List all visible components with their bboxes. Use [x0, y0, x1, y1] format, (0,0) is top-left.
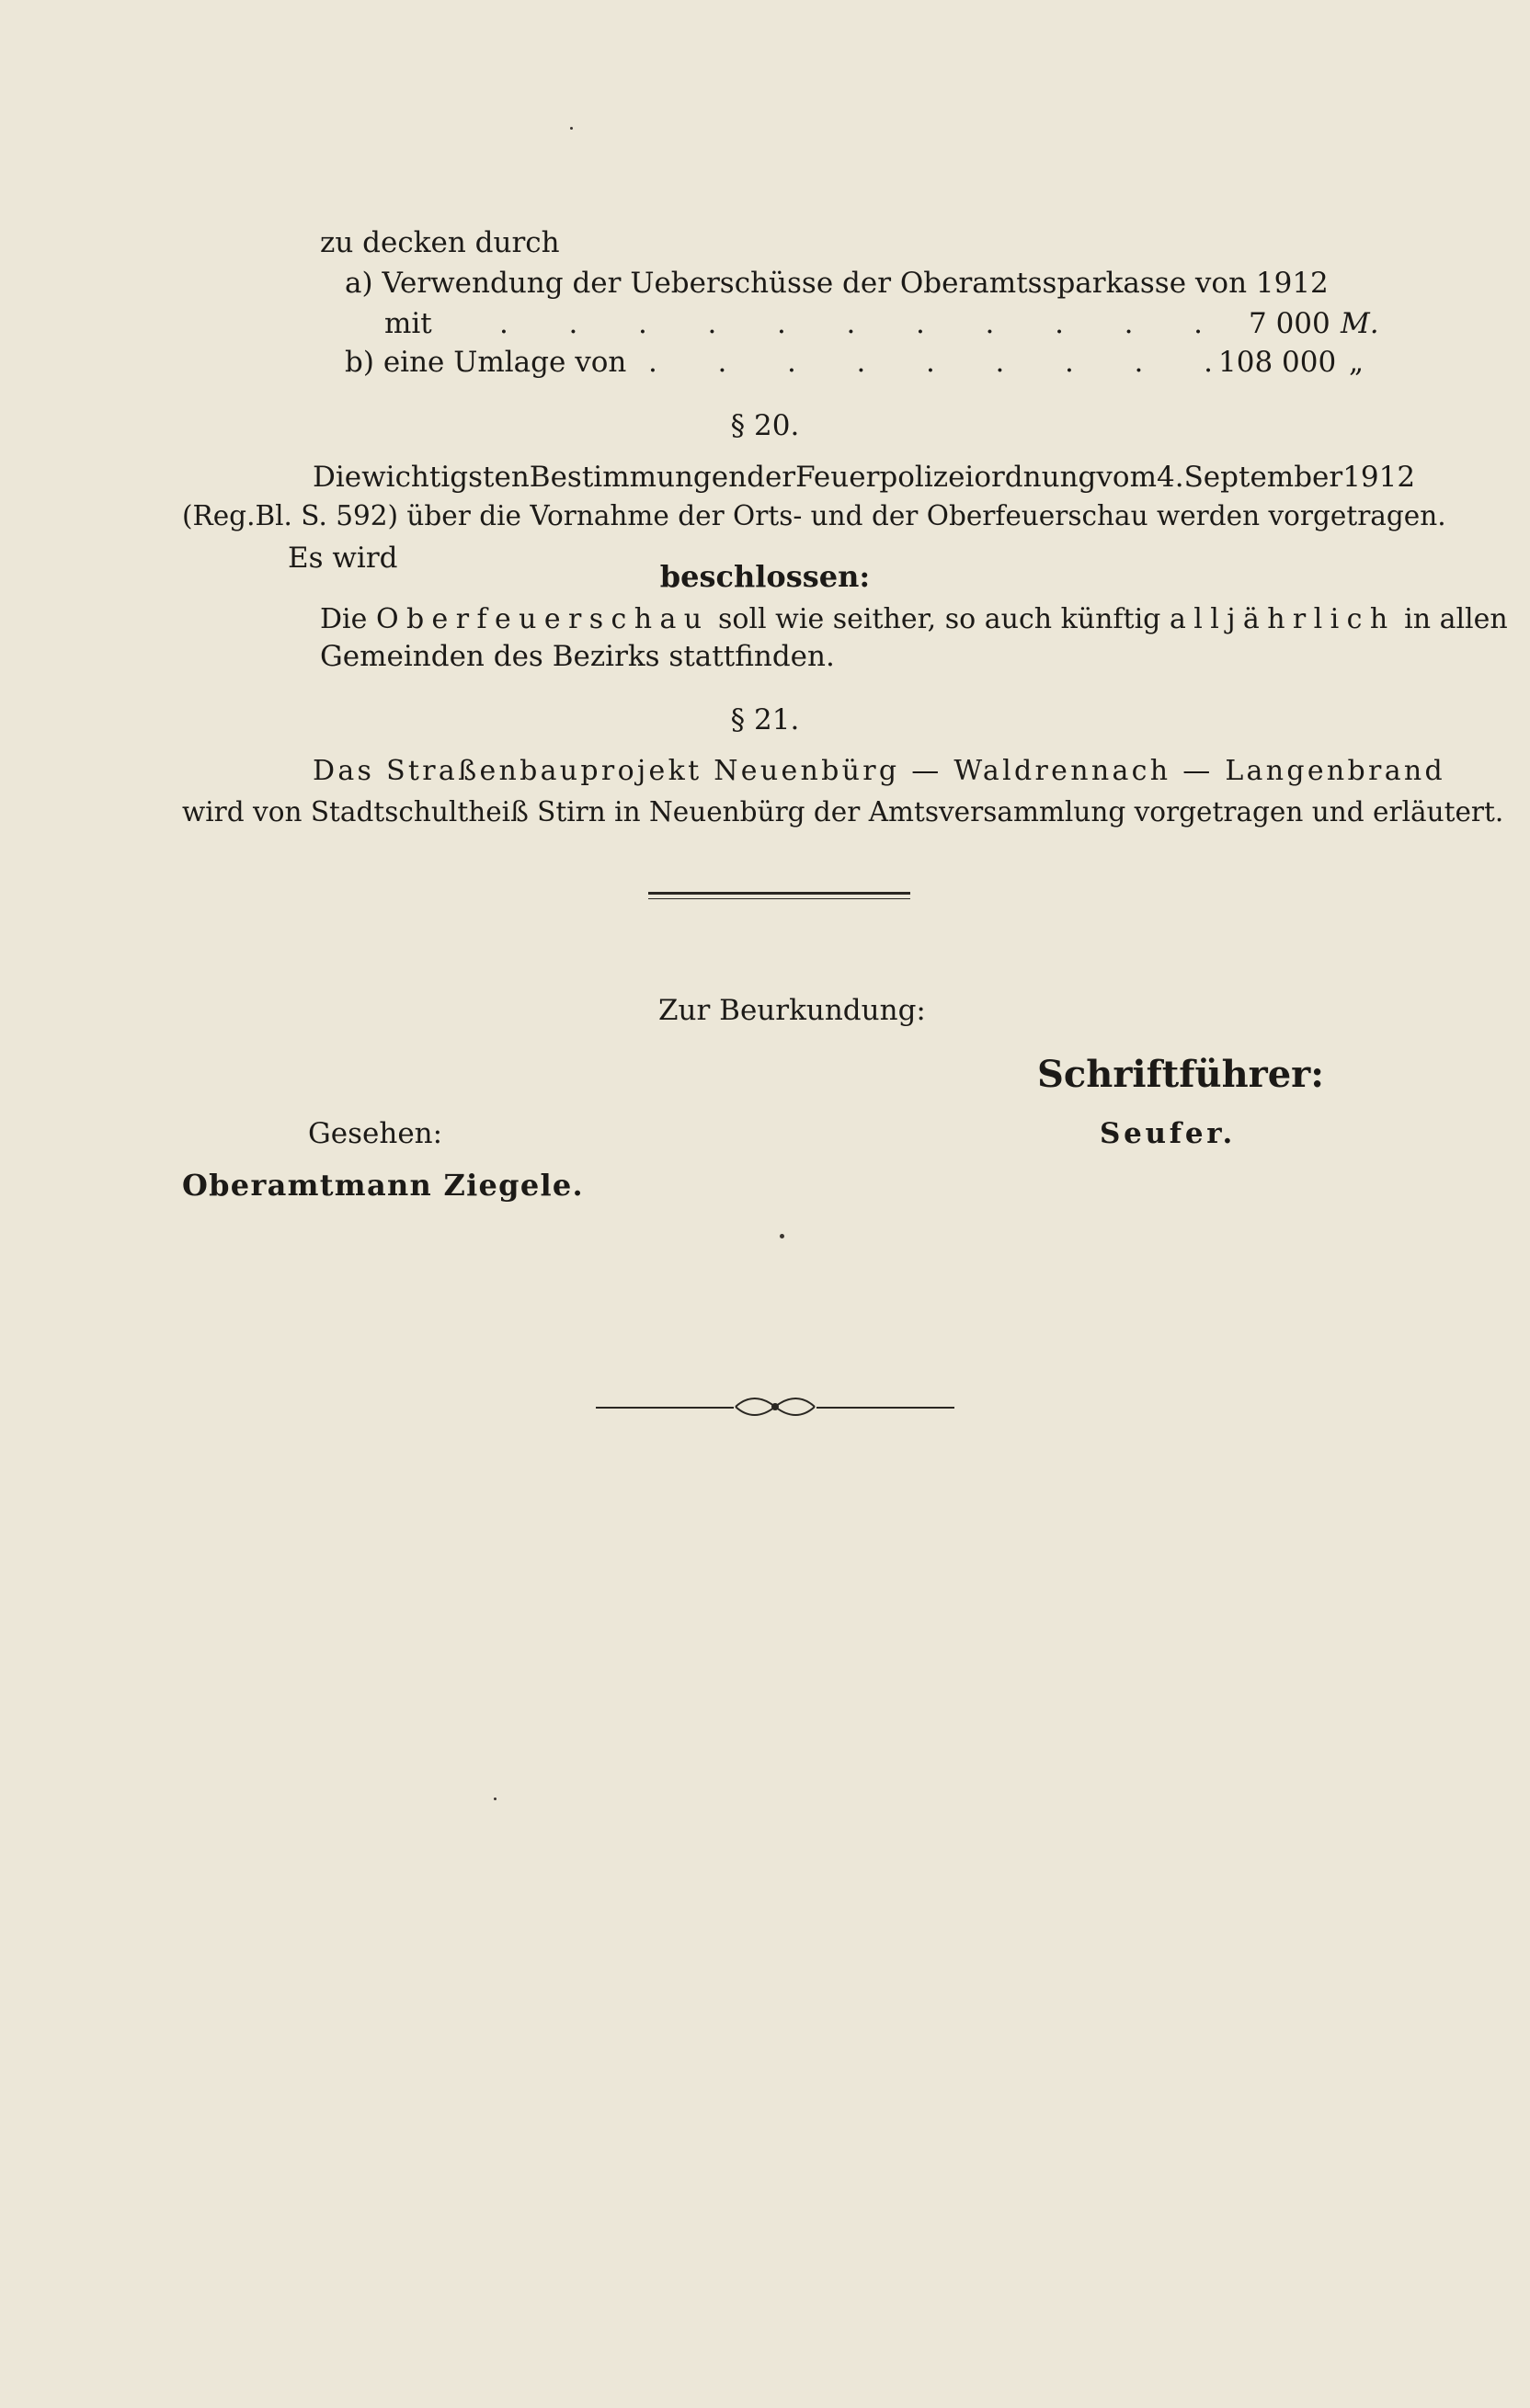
ornament-line-right: [816, 1407, 954, 1409]
schriftfuehrer-label: Schriftführer:: [1037, 1053, 1325, 1096]
ink-speck: [570, 127, 573, 130]
word: wichtigsten: [361, 461, 530, 494]
section-21-heading: § 21.: [730, 703, 800, 736]
res-word-spaced: alljährlich: [1169, 603, 1396, 635]
item-a-amount: 7 000: [1249, 307, 1330, 340]
item-b-unit: „: [1349, 346, 1364, 379]
res-word: in allen: [1404, 603, 1508, 635]
item-a-unit: M.: [1341, 307, 1379, 340]
ink-speck: [494, 1797, 497, 1800]
section-20-line2: (Reg.Bl. S. 592) über die Vornahme der Orts- und der Oberfeuerschau werden vorgetragen.: [182, 500, 1446, 531]
word: Die: [313, 461, 362, 494]
item-b-text: eine Umlage von: [382, 346, 627, 379]
section-21-line2: wird von Stadtschultheiß Stirn in Neuenbürg der Amtsversammlung vorgetragen und erläutert.: [182, 796, 1504, 827]
word: Feuerpolizeiordnung: [795, 461, 1097, 494]
gesehen: Gesehen:: [308, 1117, 443, 1150]
section-20-heading: § 20.: [730, 409, 800, 442]
res-word: Die: [320, 603, 368, 635]
es-wird: Es wird: [288, 542, 398, 575]
ornament-flourish-icon: [734, 1393, 816, 1426]
beschlossen: beschlossen:: [659, 559, 871, 594]
funding-item-b: [345, 343, 1375, 382]
word: der: [747, 461, 796, 494]
divider-rule: [648, 892, 910, 895]
word: 4.: [1156, 461, 1184, 494]
beurkundung: Zur Beurkundung:: [658, 994, 926, 1027]
item-b-amount: 108 000: [1218, 346, 1337, 379]
item-a-text: Verwendung der Ueberschüsse der Oberamtssparkasse von 1912: [382, 267, 1329, 300]
word: 1912: [1342, 461, 1416, 494]
word: vom: [1096, 461, 1157, 494]
word: September: [1183, 461, 1343, 494]
ornament-line-left: [596, 1407, 734, 1409]
item-a-label: a): [345, 267, 373, 300]
res-word-spaced: Oberfeuerschau: [375, 603, 710, 635]
res-word: soll wie seither, so auch künftig: [718, 603, 1161, 635]
funding-item-a-cont: [384, 304, 1379, 343]
resolution-line1: [320, 600, 1508, 639]
divider-rule: [648, 898, 910, 899]
section-20-line1: [313, 458, 1416, 496]
funding-intro: zu decken durch: [320, 226, 560, 259]
schriftfuehrer-name: Seufer.: [1100, 1117, 1237, 1150]
oberamtmann-signature: Oberamtmann Ziegele.: [182, 1168, 584, 1203]
item-b-label: b): [345, 346, 374, 379]
leader-dots: . . . . . . . . . . .: [499, 307, 1228, 340]
section-21-line1: Das Straßenbauprojekt Neuenbürg — Waldrennach — Langenbrand: [313, 755, 1445, 787]
item-a-cont: mit: [384, 307, 432, 340]
resolution-line2: Gemeinden des Bezirks stattfinden.: [320, 640, 835, 673]
word: Bestimmungen: [529, 461, 748, 494]
ink-speck: [780, 1234, 784, 1238]
leader-dots: . . . . . . . . .: [648, 346, 1239, 379]
funding-item-a: [345, 264, 1329, 302]
